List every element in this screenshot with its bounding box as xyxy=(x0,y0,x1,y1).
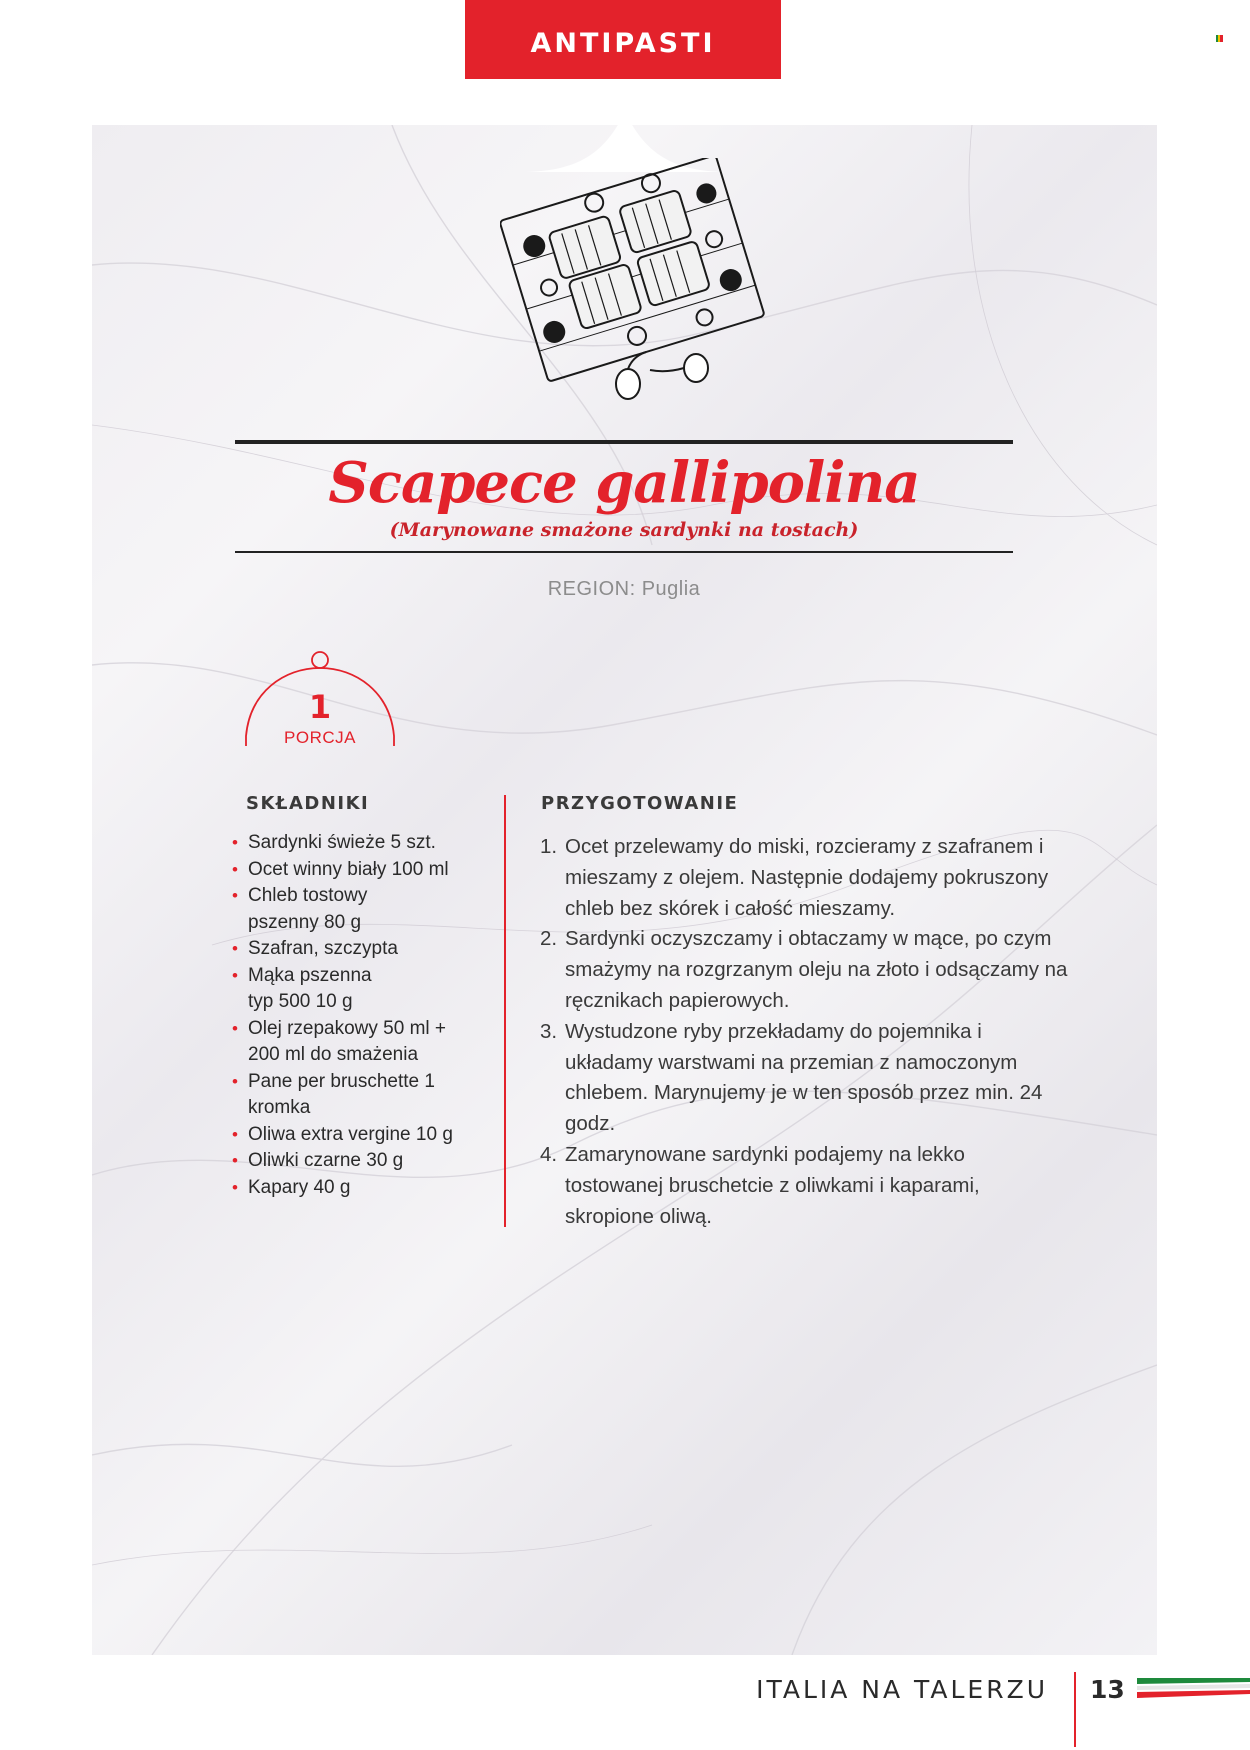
color-mark xyxy=(1216,35,1223,42)
title-rule-top xyxy=(235,440,1013,444)
list-item: • Oliwki czarne 30 g xyxy=(232,1148,502,1175)
page-number: 13 xyxy=(1090,1675,1125,1704)
list-item: • Sardynki świeże 5 szt. xyxy=(232,830,502,857)
preparation-heading: PRZYGOTOWANIE xyxy=(541,793,739,814)
list-item xyxy=(540,832,1070,924)
recipe-title: Scapece gallipolina xyxy=(328,450,920,516)
footer-divider xyxy=(1074,1672,1076,1747)
publication-title: ITALIA NA TALERZU xyxy=(756,1675,1048,1704)
grilled-sardines-on-board-illustration xyxy=(500,158,770,420)
list-item: • Oliwa extra vergine 10 g xyxy=(232,1122,502,1149)
recipe-subtitle: (Marynowane smażone sardynki na tostach) xyxy=(389,519,859,541)
list-item: • Pane per bruschette 1 kromka xyxy=(232,1069,448,1122)
list-item xyxy=(540,1017,1055,1140)
ingredients-list xyxy=(232,830,502,1201)
step-text: Ocet przelewamy do miski, rozcieramy z szafranem i mieszamy z olejem. Następnie dodajemy pokruszony chleb bez skórek i całość mieszamy. xyxy=(565,835,1049,920)
step-number: 4. xyxy=(540,1142,558,1166)
step-text: Wystudzone ryby przekładamy do pojemnika i układamy warstwami na przemian z namoczonym chlebem. Marynujemy je w ten sposób przez min. 24 godz. xyxy=(565,1019,1043,1136)
step-text: Zamarynowane sardynki podajemy na lekko tostowanej bruschetcie z oliwkami i kaparami, skropione oliwą. xyxy=(565,1142,980,1228)
column-divider xyxy=(504,795,506,1227)
list-item: • Kapary 40 g xyxy=(232,1175,502,1202)
list-item xyxy=(540,924,1070,1016)
list-item: • Ocet winny biały 100 ml xyxy=(232,857,502,884)
list-item: • Mąka pszenna typ 500 10 g xyxy=(232,963,398,1016)
list-item xyxy=(540,1140,1055,1232)
servings-label: PORCJA xyxy=(284,728,356,747)
region-label: REGION: Puglia xyxy=(547,578,701,600)
servings-number: 1 xyxy=(308,688,332,726)
list-item: • Olej rzepakowy 50 ml + 200 ml do smażenia xyxy=(232,1016,458,1069)
step-number: 1. xyxy=(540,835,558,858)
list-item: • Szafran, szczypta xyxy=(232,936,502,963)
preparation-steps xyxy=(540,832,1070,1232)
step-number: 2. xyxy=(540,927,558,951)
italian-flag-stripes xyxy=(1137,1676,1250,1700)
step-number: 3. xyxy=(540,1019,558,1043)
list-item: • Chleb tostowy pszenny 80 g xyxy=(232,883,398,936)
section-tab: ANTIPASTI xyxy=(465,0,781,79)
title-rule-bottom xyxy=(235,551,1013,553)
step-text: Sardynki oczyszczamy i obtaczamy w mące, po czym smażymy na rozgrzanym oleju na złoto i odsączamy na ręcznikach papierowych. xyxy=(565,927,1068,1012)
ingredients-heading: SKŁADNIKI xyxy=(246,793,370,814)
